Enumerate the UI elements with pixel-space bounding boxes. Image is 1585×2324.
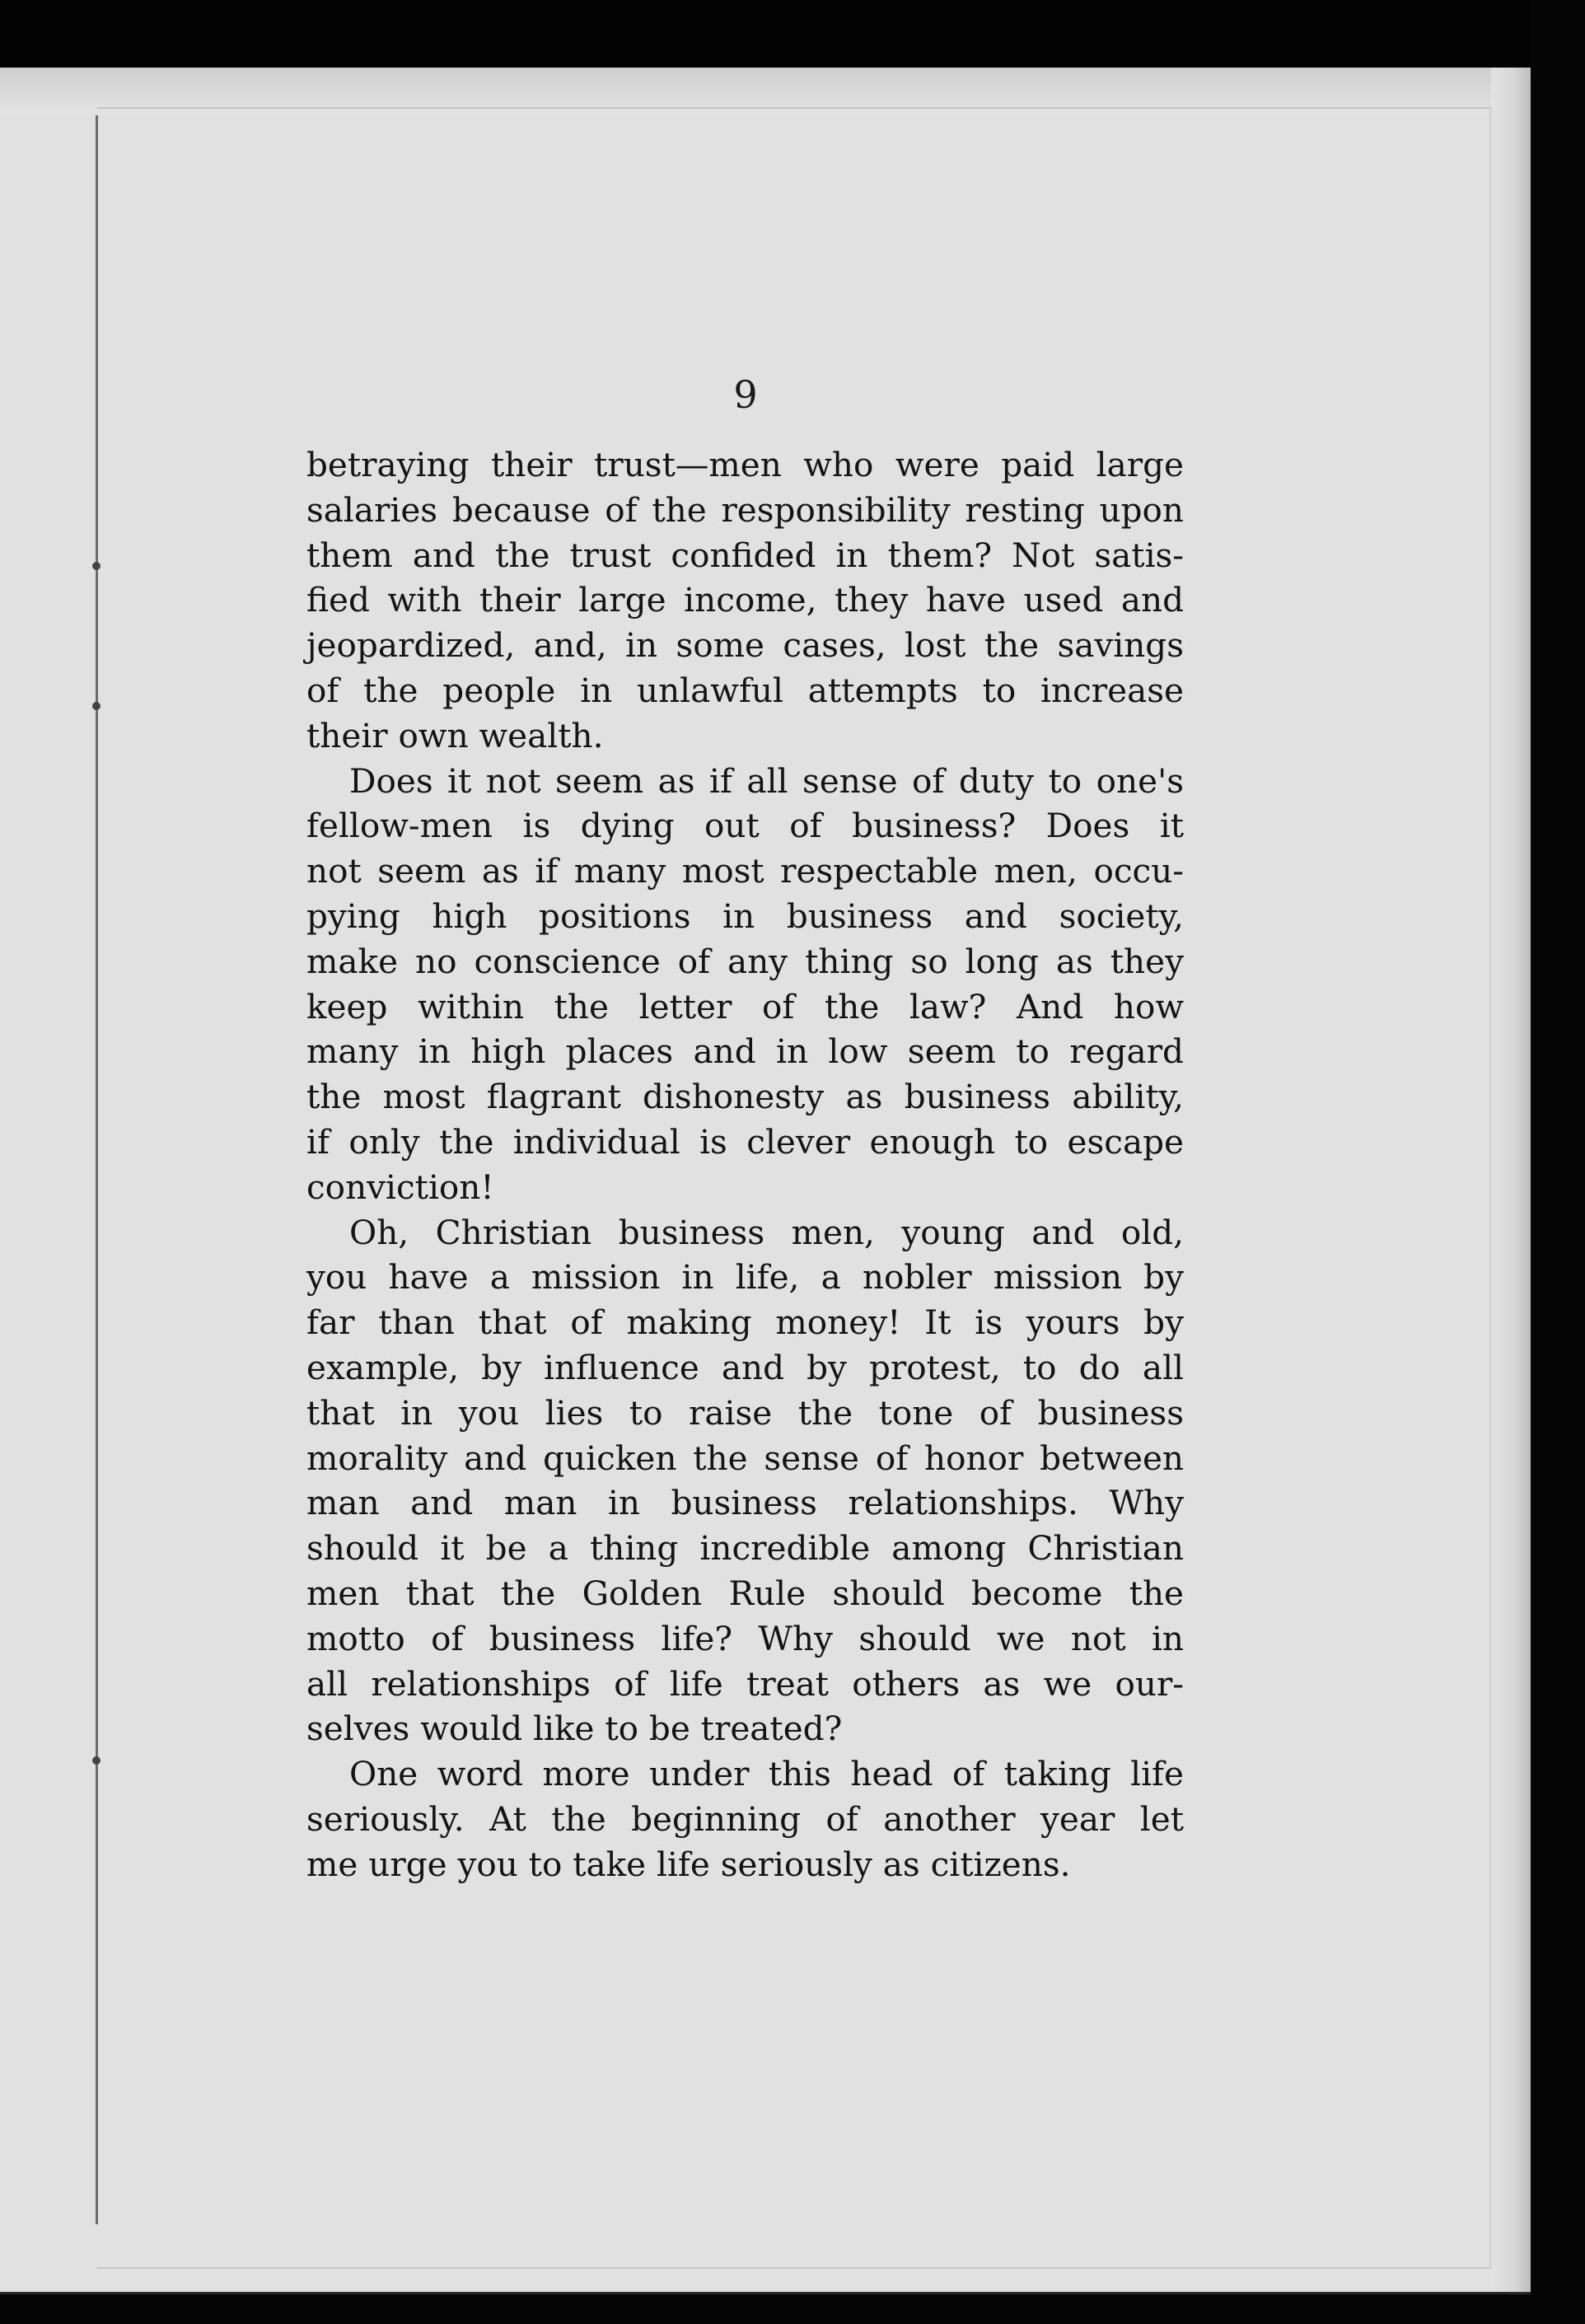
text-line: if only the individual is clever enough to escape	[306, 1121, 1184, 1162]
text-line: of the people in unlawful attempts to increase	[306, 670, 1184, 710]
text-line: example, by influence and by protest, to do all	[306, 1347, 1184, 1387]
text-line: jeopardized, and, in some cases, lost the savings	[306, 625, 1184, 666]
paragraph-4	[306, 1751, 1184, 1887]
text-line: Oh, Christian business men, young and old,	[349, 1212, 1184, 1252]
bottom-scan-border	[0, 2294, 1585, 2324]
text-line: man and man in business relationships. Why	[306, 1483, 1184, 1523]
top-scan-border	[0, 0, 1585, 68]
text-line: Does it not seem as if all sense of duty to one's	[349, 760, 1184, 801]
binding-rule	[96, 115, 98, 2224]
text-line: not seem as if many most respectable men, occu-	[306, 851, 1184, 891]
paragraph-3	[306, 1210, 1184, 1752]
text-line: conviction!	[306, 1167, 494, 1207]
text-line: them and the trust confided in them? Not satis-	[306, 535, 1184, 575]
text-line: betraying their trust—men who were paid large	[306, 445, 1184, 484]
right-scan-border	[1531, 0, 1585, 2324]
page-right-edge	[1491, 68, 1531, 2292]
book-page	[0, 68, 1531, 2294]
binding-mark	[92, 562, 101, 570]
text-line: selves would like to be treated?	[306, 1709, 843, 1749]
text-line: many in high places and in low seem to regard	[306, 1031, 1184, 1072]
text-line: salaries because of the responsibility resting upon	[306, 489, 1184, 530]
text-line: morality and quicken the sense of honor between	[306, 1438, 1184, 1478]
text-line: motto of business life? Why should we not in	[306, 1618, 1184, 1658]
text-line: One word more under this head of taking life	[349, 1754, 1184, 1794]
text-line: me urge you to take life seriously as citizens.	[306, 1844, 1071, 1884]
text-line: far than that of making money! It is yours by	[306, 1302, 1184, 1343]
page-number: 9	[733, 372, 758, 417]
text-line: make no conscience of any thing so long as they	[306, 941, 1184, 981]
text-line: the most flagrant dishonesty as business ability,	[306, 1077, 1184, 1117]
text-line: fellow-men is dying out of business? Does it	[306, 806, 1184, 846]
text-line: seriously. At the beginning of another year let	[306, 1798, 1184, 1839]
body-text	[306, 442, 1184, 1887]
paragraph-2	[306, 759, 1184, 1210]
text-line: all relationships of life treat others as we our-	[306, 1663, 1184, 1704]
text-line: men that the Golden Rule should become the	[306, 1573, 1184, 1613]
text-line: you have a mission in life, a nobler mission by	[306, 1257, 1184, 1298]
text-line: fied with their large income, they have used and	[306, 580, 1184, 620]
text-line: keep within the letter of the law? And how	[306, 986, 1184, 1026]
binding-mark	[92, 1756, 101, 1765]
text-line: that in you lies to raise the tone of business	[306, 1392, 1184, 1433]
text-line: should it be a thing incredible among Christian	[306, 1528, 1184, 1569]
binding-mark	[92, 702, 101, 710]
text-line: pying high positions in business and society,	[306, 895, 1184, 936]
paragraph-1	[306, 442, 1184, 759]
text-line: their own wealth.	[306, 715, 604, 755]
